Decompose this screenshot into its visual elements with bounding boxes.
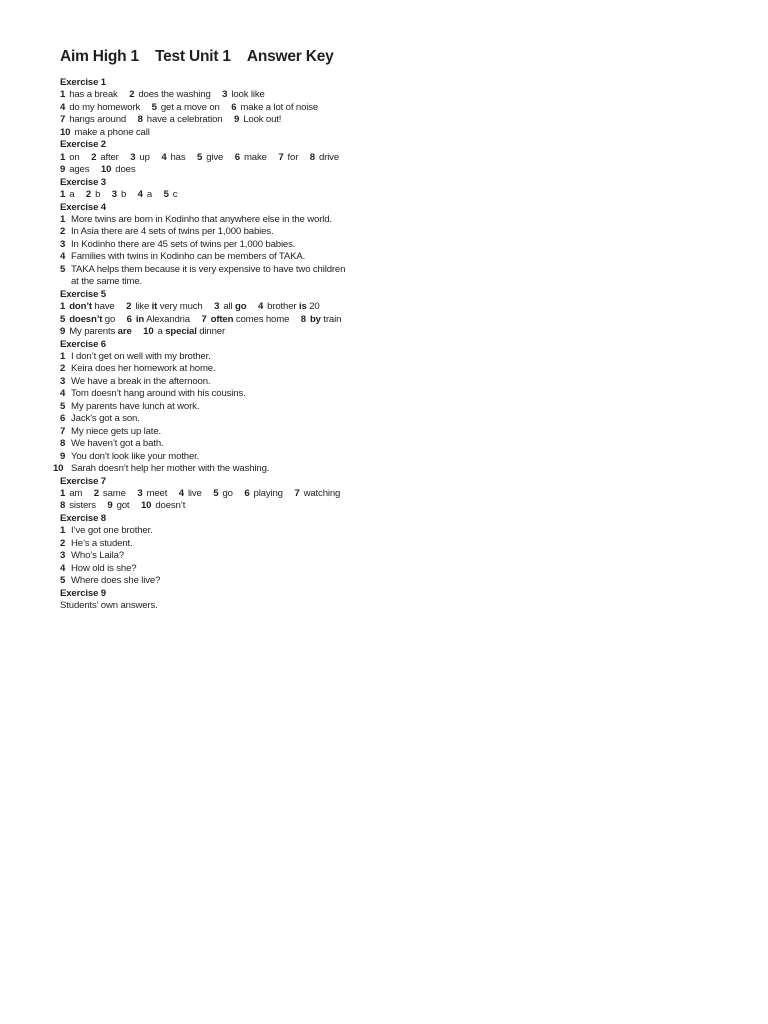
exercise-6 xyxy=(53,338,390,476)
answer-text: very much xyxy=(157,301,203,313)
answer-number: 3 xyxy=(60,375,66,387)
exercise-5 xyxy=(60,289,390,339)
exercise-8 xyxy=(60,513,390,588)
answer-item xyxy=(60,152,80,164)
answer-text: Look out! xyxy=(243,114,282,126)
answer-text: Families with twins in Kodinho can be members of TAKA. xyxy=(71,251,306,263)
answer-line xyxy=(60,239,390,251)
answer-text: make a phone call xyxy=(74,126,150,138)
answer-number: 5 xyxy=(60,263,66,275)
answer-line xyxy=(60,301,390,313)
answer-text: up xyxy=(139,151,150,163)
answer-text: like xyxy=(135,301,152,313)
answer-number: 9 xyxy=(60,326,66,338)
answer-number: 3 xyxy=(222,89,228,101)
answer-number: 5 xyxy=(60,313,66,325)
answer-number: 6 xyxy=(234,151,240,163)
exercise-heading: Exercise 7 xyxy=(60,475,106,487)
answer-text: have xyxy=(91,301,115,313)
answer-number: 2 xyxy=(129,89,135,101)
answer-text: 20 xyxy=(306,301,320,313)
answer-line xyxy=(60,376,390,388)
answer-item xyxy=(164,189,178,201)
answer-number: 1 xyxy=(60,213,66,225)
answer-emphasis: don’t xyxy=(69,301,92,313)
answer-text: TAKA helps them because it is very expensive to have two children xyxy=(71,263,346,275)
exercise-7 xyxy=(60,476,390,513)
answer-text: playing xyxy=(253,487,283,499)
answer-text: does xyxy=(115,164,136,176)
exercise-heading: Exercise 2 xyxy=(60,139,106,151)
answer-item xyxy=(201,314,289,326)
answer-item xyxy=(91,152,119,164)
answer-item xyxy=(107,500,129,512)
answer-text: does the washing xyxy=(138,89,211,101)
answer-text: ages xyxy=(69,164,90,176)
answer-line xyxy=(60,500,390,512)
answer-text: c xyxy=(172,189,178,201)
answer-item xyxy=(137,488,167,500)
answer-number: 4 xyxy=(60,562,66,574)
answer-emphasis: it xyxy=(151,301,158,313)
answer-line xyxy=(60,538,390,550)
answer-line-continuation: at the same time. xyxy=(71,276,143,288)
answer-text: b xyxy=(95,189,101,201)
answer-text: hangs around xyxy=(69,114,127,126)
answer-item xyxy=(143,326,225,338)
answer-text: We haven’t got a bath. xyxy=(71,438,164,450)
answer-number: 6 xyxy=(60,413,66,425)
answer-text: We have a break in the afternoon. xyxy=(71,375,211,387)
answer-text: has a break xyxy=(69,89,118,101)
answer-text: go xyxy=(222,487,233,499)
answer-line xyxy=(60,363,390,375)
answer-line xyxy=(60,438,390,450)
answer-item xyxy=(213,488,233,500)
answer-number: 6 xyxy=(231,101,237,113)
answer-line: Students’ own answers. xyxy=(60,600,158,612)
answer-number: 10 xyxy=(100,164,112,176)
exercise-1 xyxy=(60,77,390,139)
answer-emphasis: in xyxy=(135,313,145,325)
answer-text: do my homework xyxy=(69,101,141,113)
answer-number: 4 xyxy=(60,251,66,263)
answer-line xyxy=(60,563,390,575)
answer-number: 5 xyxy=(60,400,66,412)
answer-text: go xyxy=(102,313,116,325)
answer-number: 5 xyxy=(163,189,169,201)
answer-item xyxy=(127,314,190,326)
answer-number: 9 xyxy=(60,450,66,462)
answer-text: watching xyxy=(303,487,341,499)
answer-item xyxy=(112,189,126,201)
answer-text: give xyxy=(206,151,224,163)
answer-text: Sarah doesn’t help her mother with the washing. xyxy=(71,463,270,475)
answer-number: 2 xyxy=(85,189,92,201)
answer-text: on xyxy=(69,151,80,163)
answer-emphasis: is xyxy=(299,301,307,313)
title-book: Aim High 1 xyxy=(60,48,139,65)
answer-text: make a lot of noise xyxy=(240,101,319,113)
answer-number: 3 xyxy=(137,487,143,499)
answer-item xyxy=(60,189,74,201)
answer-number: 1 xyxy=(60,189,66,201)
exercise-heading: Exercise 6 xyxy=(60,338,106,350)
answer-line xyxy=(53,463,390,475)
answer-number: 3 xyxy=(60,238,66,250)
answer-number: 10 xyxy=(140,500,152,512)
answer-text: My niece gets up late. xyxy=(71,425,162,437)
answer-line xyxy=(60,413,390,425)
answer-item xyxy=(129,89,210,101)
answer-number: 7 xyxy=(278,151,284,163)
answer-text: live xyxy=(187,487,202,499)
exercise-heading: Exercise 3 xyxy=(60,176,106,188)
answer-emphasis: by xyxy=(309,313,321,325)
answer-text: sisters xyxy=(69,500,96,512)
answer-number: 8 xyxy=(137,114,143,126)
answer-item xyxy=(179,488,202,500)
answer-number: 5 xyxy=(60,575,66,587)
answer-number: 2 xyxy=(91,151,97,163)
answer-number: 2 xyxy=(60,363,66,375)
answer-text: dinner xyxy=(196,326,226,338)
answer-number: 4 xyxy=(60,101,66,113)
answer-number: 2 xyxy=(126,301,132,313)
answer-line xyxy=(60,152,390,164)
answer-number: 10 xyxy=(53,463,64,475)
answer-line xyxy=(60,451,390,463)
answer-text: comes home xyxy=(233,313,290,325)
answer-number: 5 xyxy=(151,101,157,113)
title-answer-key: Answer Key xyxy=(246,48,334,65)
answer-number: 4 xyxy=(178,487,184,499)
answer-item xyxy=(138,189,152,201)
exercise-heading: Exercise 4 xyxy=(60,201,106,213)
answer-number: 2 xyxy=(60,226,66,238)
answer-text: same xyxy=(102,487,126,499)
answer-item xyxy=(60,89,118,101)
answer-text: get a move on xyxy=(160,101,220,113)
answer-line xyxy=(60,164,390,176)
answer-number: 7 xyxy=(60,425,66,437)
answer-number: 4 xyxy=(161,151,167,163)
answer-text: for xyxy=(287,151,299,163)
answer-text: More twins are born in Kodinho that anywhere else in the world. xyxy=(71,213,332,225)
answer-item xyxy=(60,488,82,500)
answer-item xyxy=(60,114,126,126)
answer-line xyxy=(60,214,390,226)
answer-item xyxy=(258,301,320,313)
exercise-heading: Exercise 9 xyxy=(60,587,106,599)
answer-number: 3 xyxy=(60,550,66,562)
answer-text: got xyxy=(116,500,130,512)
answer-number: 8 xyxy=(309,151,315,163)
answer-number: 3 xyxy=(214,301,220,313)
answer-item xyxy=(235,152,267,164)
answer-item xyxy=(231,102,318,114)
answer-number: 1 xyxy=(60,301,66,313)
answer-number: 1 xyxy=(60,89,66,101)
exercise-9 xyxy=(60,588,390,613)
answer-line xyxy=(60,226,390,238)
answer-number: 7 xyxy=(294,487,300,499)
answer-line xyxy=(60,426,390,438)
title-test: Test Unit 1 xyxy=(154,48,231,65)
answer-number: 9 xyxy=(234,114,240,126)
answer-number: 1 xyxy=(60,151,66,163)
answer-item xyxy=(86,189,100,201)
answer-line xyxy=(60,488,390,500)
answer-text: b xyxy=(120,189,127,201)
answer-number: 7 xyxy=(201,313,207,325)
exercise-heading: Exercise 8 xyxy=(60,512,106,524)
exercise-2 xyxy=(60,139,390,176)
answer-item xyxy=(60,102,140,114)
answer-line xyxy=(60,264,390,276)
answer-text: My parents have lunch at work. xyxy=(71,400,200,412)
answer-text: I don’t get on well with my brother. xyxy=(71,350,211,362)
answer-number: 9 xyxy=(107,500,113,512)
answer-number: 1 xyxy=(60,350,66,362)
answer-item xyxy=(214,301,246,313)
answer-number: 1 xyxy=(60,525,66,537)
answer-item xyxy=(60,500,96,512)
answer-number: 5 xyxy=(213,487,219,499)
answer-key-document xyxy=(53,47,390,612)
answer-line xyxy=(60,401,390,413)
answer-text: Keira does her homework at home. xyxy=(71,363,216,375)
exercise-heading: Exercise 5 xyxy=(60,288,106,300)
answer-number: 6 xyxy=(126,313,132,325)
answer-number: 10 xyxy=(143,326,154,338)
answer-text: Jack’s got a son. xyxy=(71,413,140,425)
answer-number: 2 xyxy=(60,537,66,549)
answer-line xyxy=(60,575,390,587)
answer-item xyxy=(152,102,220,114)
answer-text: have a celebration xyxy=(146,114,223,126)
answer-emphasis: special xyxy=(165,326,197,338)
answer-text: meet xyxy=(146,487,168,499)
answer-text: a xyxy=(69,189,75,201)
answer-text: He’s a student. xyxy=(71,537,133,549)
answer-text: look like xyxy=(231,89,265,101)
answer-item xyxy=(60,301,115,313)
answer-item xyxy=(141,500,185,512)
answer-item xyxy=(301,314,342,326)
answer-text: drive xyxy=(318,151,340,163)
answer-item xyxy=(197,152,223,164)
answer-emphasis: go xyxy=(235,301,247,313)
answer-number: 3 xyxy=(130,151,136,163)
answer-text: doesn’t xyxy=(155,500,186,512)
answer-text: You don’t look like your mother. xyxy=(71,450,200,462)
answer-item xyxy=(244,488,283,500)
answer-text: I’ve got one brother. xyxy=(71,525,153,537)
answer-text: In Kodinho there are 45 sets of twins per 1,000 babies. xyxy=(71,238,296,250)
answer-number: 10 xyxy=(60,126,71,138)
answer-text: Tom doesn’t hang around with his cousins. xyxy=(71,388,246,400)
answer-number: 8 xyxy=(60,438,66,450)
answer-emphasis: are xyxy=(117,326,132,338)
answer-item xyxy=(294,488,340,500)
answer-text: Where does she live? xyxy=(71,575,161,587)
exercise-heading: Exercise 1 xyxy=(60,77,106,88)
answer-number: 2 xyxy=(93,487,99,499)
answer-number: 1 xyxy=(60,487,66,499)
answer-emphasis: often xyxy=(210,313,234,325)
answer-number: 4 xyxy=(137,189,143,201)
answer-item xyxy=(161,152,185,164)
answer-line xyxy=(60,388,390,400)
answer-line xyxy=(60,326,390,338)
answer-number: 3 xyxy=(111,189,117,201)
answer-item xyxy=(130,152,150,164)
answer-text: a xyxy=(157,326,166,338)
answer-text: am xyxy=(69,487,83,499)
exercise-3 xyxy=(60,177,390,202)
answer-text: train xyxy=(320,313,342,325)
answer-item xyxy=(278,152,298,164)
answer-emphasis: doesn’t xyxy=(69,313,103,325)
answer-line xyxy=(60,351,390,363)
answer-line xyxy=(60,314,390,326)
answer-item xyxy=(60,326,132,338)
answer-number: 8 xyxy=(300,313,306,325)
answer-line xyxy=(60,251,390,263)
answer-line xyxy=(60,114,390,126)
answer-text: My parents xyxy=(69,326,118,338)
answer-text: Alexandria xyxy=(144,313,190,325)
answer-item xyxy=(234,114,281,126)
answer-item xyxy=(138,114,223,126)
answer-number: 4 xyxy=(257,301,264,313)
answer-number: 8 xyxy=(60,500,66,512)
exercise-4 xyxy=(60,202,390,289)
answer-text: all xyxy=(223,301,235,313)
answer-text: Who’s Laila? xyxy=(71,550,124,562)
answer-line xyxy=(60,525,390,537)
answer-number: 6 xyxy=(244,487,250,499)
answer-line xyxy=(60,102,390,114)
document-title xyxy=(60,47,390,67)
answer-item xyxy=(310,152,339,164)
answer-number: 9 xyxy=(60,164,66,176)
answer-text: has xyxy=(170,151,186,163)
answer-line xyxy=(60,127,390,139)
answer-number: 4 xyxy=(60,388,66,400)
answer-text: a xyxy=(146,189,153,201)
answer-text: In Asia there are 4 sets of twins per 1,000 babies. xyxy=(71,226,274,238)
answer-item xyxy=(222,89,265,101)
answer-line xyxy=(60,89,390,101)
answer-text: brother xyxy=(267,301,299,313)
answer-item xyxy=(101,164,136,176)
answer-text: make xyxy=(243,151,267,163)
answer-text: How old is she? xyxy=(71,562,137,574)
answer-line xyxy=(60,189,390,201)
answer-number: 5 xyxy=(197,151,203,163)
answer-item xyxy=(126,301,202,313)
answer-item xyxy=(60,164,89,176)
answer-line xyxy=(60,550,390,562)
answer-item xyxy=(94,488,126,500)
answer-item xyxy=(60,127,150,139)
answer-item xyxy=(60,314,115,326)
answer-number: 7 xyxy=(60,114,66,126)
answer-text: after xyxy=(100,151,119,163)
